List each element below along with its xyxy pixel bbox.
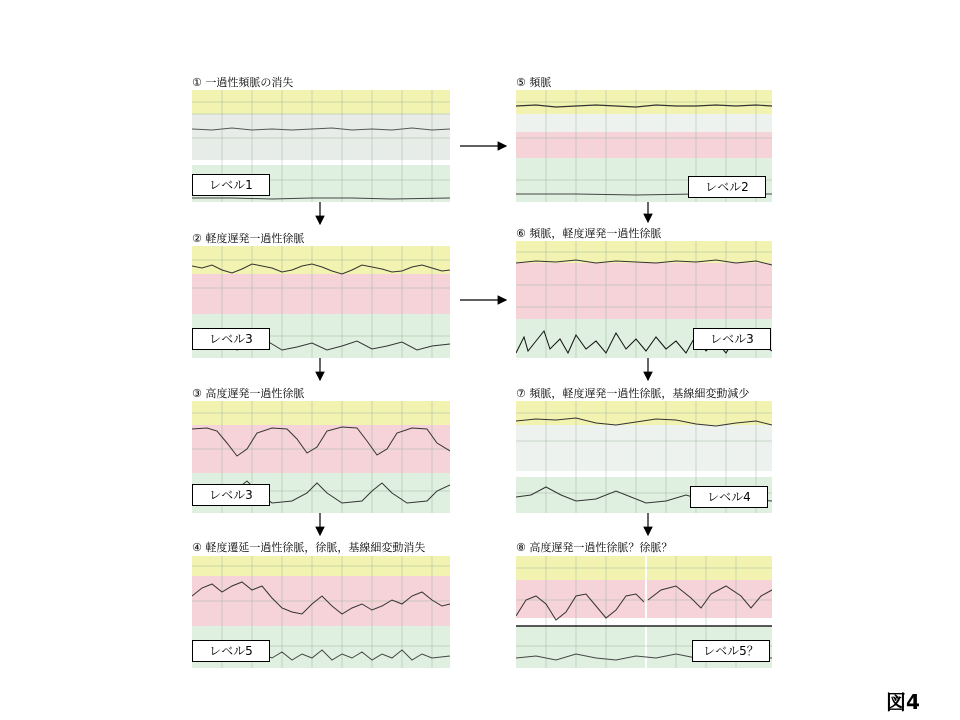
level-badge: レベル3 (693, 328, 771, 350)
panel-title: ⑥ 頻脈，軽度遅発一過性徐脈 (516, 227, 662, 240)
level-badge: レベル3 (192, 484, 270, 506)
figure-label: 図4 (886, 690, 920, 714)
panel-title: ⑧ 高度遅発一過性徐脈？徐脈？ (516, 541, 673, 554)
level-badge: レベル4 (690, 486, 768, 508)
level-badge: レベル5？ (692, 640, 770, 662)
panel-title: ③ 高度遅発一過性徐脈 (192, 387, 305, 400)
level-badge: レベル1 (192, 174, 270, 196)
level-badge: レベル3 (192, 328, 270, 350)
panel-title: ⑦ 頻脈，軽度遅発一過性徐脈，基線細変動減少 (516, 387, 750, 400)
panel-title: ④ 軽度遷延一過性徐脈，徐脈，基線細変動消失 (192, 541, 426, 554)
level-badge: レベル5 (192, 640, 270, 662)
panel-title: ① 一過性頻脈の消失 (192, 76, 294, 89)
panel-title: ⑤ 頻脈 (516, 76, 552, 89)
panel-title: ② 軽度遅発一過性徐脈 (192, 232, 305, 245)
level-badge: レベル2 (688, 176, 766, 198)
